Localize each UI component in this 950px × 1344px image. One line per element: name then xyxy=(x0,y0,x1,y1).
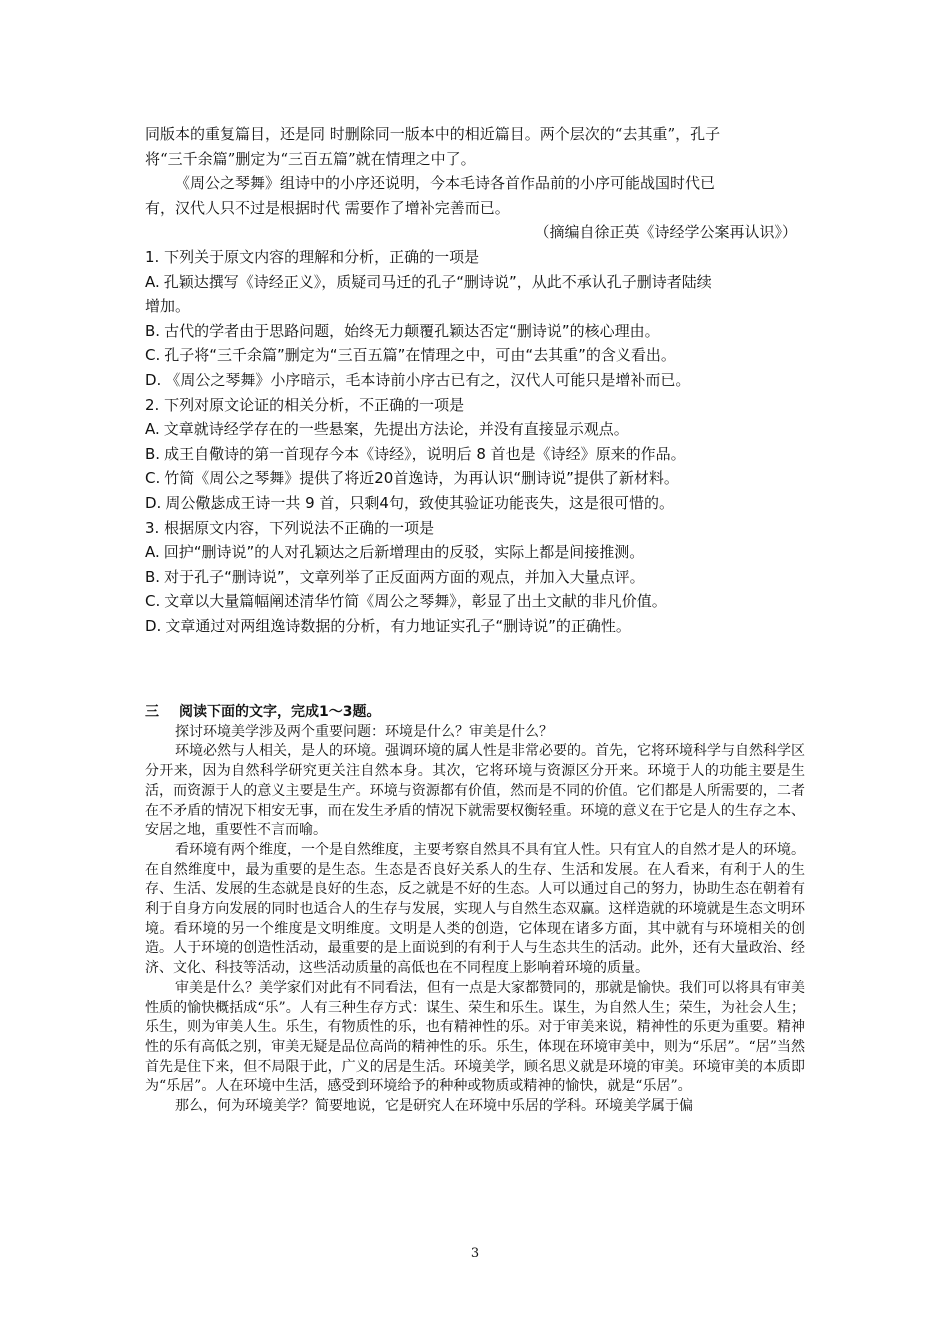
option-text: 竹简《周公之琴舞》提供了将近20首逸诗，为再认识“删诗说”提供了新材料。 xyxy=(164,469,679,488)
section-heading xyxy=(145,703,805,723)
option-a xyxy=(145,270,805,295)
option-text: 文章以大量篇幅阐述清华竹简《周公之琴舞》，彰显了出土文献的非凡价值。 xyxy=(164,592,667,611)
option-b xyxy=(145,442,805,467)
option-text: 文章通过对两组逸诗数据的分析，有力地证实孔子“删诗说”的正确性。 xyxy=(165,616,631,635)
section-number: 三 xyxy=(145,704,159,720)
section-title: 阅读下面的文字，完成1～3题。 xyxy=(179,704,381,720)
option-text: 文章就诗经学存在的一些悬案，先提出方法论，并没有直接显示观点。 xyxy=(163,420,629,439)
option-a xyxy=(145,417,805,442)
option-text: 《周公之琴舞》小序暗示，毛本诗前小序古已有之，汉代人可能只是增补而已。 xyxy=(165,370,691,389)
option-c xyxy=(145,343,805,368)
option-letter: D. xyxy=(145,616,162,635)
option-letter: D. xyxy=(145,493,162,512)
paragraph: 看环境有两个维度，一个是自然维度，主要考察自然具不具有宜人性。只有宜人的自然才是人的环境。在自然维度中，最为重要的是生态。生态是否良好关系人的生存、生活和发展。在人看来，有利于人的生存、生活、发展的生态就是良好的生态，反之就是不好的生态。人可以通过自己的努力，协助生态在朝着有利于自身方向发展的同时也适合人的生存与发展，实现人与自然生态双赢。这样造就的环境就是生态文明环境。看环境的另一个维度是文明维度。文明是人类的创造，它体现在诸多方面，其中就有与环境相关的创造。人于环境的创造性活动，最重要的是上面说到的有利于人与生态共生的活动。此外，还有大量政治、经济、文化、科技等活动，这些活动质量的高低也在不同程度上影响着环境的质量。 xyxy=(145,841,805,977)
option-text: 孔颖达撰写《诗经正义》，质疑司马迁的孔子“删诗说”，从此不承认孔子删诗者陆续 xyxy=(163,272,712,291)
option-letter: A. xyxy=(145,420,160,439)
paragraph: 环境必然与人相关，是人的环境。强调环境的属人性是非常必要的。首先，它将环境科学与自然科学区分开来，因为自然科学研究更关注自然本身。其次，它将环境与资源区分开来。环境于人的功能主要是生活，而资源于人的意义主要是生产。环境与资源都有价值，然而是不同的价值。它们都是人所需要的，二者在不矛盾的情况下相安无事，而在发生矛盾的情况下就需要权衡轻重。环境的意义在于它是人的生存之本、安居之地，重要性不言而喻。 xyxy=(145,743,805,839)
previous-passage-end xyxy=(145,122,805,638)
paragraph: 探讨环境美学涉及两个重要问题：环境是什么？审美是什么？ xyxy=(175,723,553,740)
text-line: 有，汉代人只不过是根据时代 需要作了增补完善而已。 xyxy=(145,198,510,217)
option-d xyxy=(145,368,805,393)
text-line: 《周公之琴舞》组诗中的小序还说明，今本毛诗各首作品前的小序可能战国时代已 xyxy=(175,174,716,193)
question-stem: 1. 下列关于原文内容的理解和分析，正确的一项是 xyxy=(145,247,480,266)
option-letter: C. xyxy=(145,469,161,488)
option-text: 周公儆毖成王诗一共 9 首，只剩4句，致使其验证功能丧失，这是很可惜的。 xyxy=(165,493,674,512)
option-text: 回护“删诗说”的人对孔颖达之后新增理由的反驳，实际上都是间接推测。 xyxy=(163,543,645,562)
section-three xyxy=(145,703,805,1117)
option-letter: B. xyxy=(145,567,161,586)
option-letter: C. xyxy=(145,592,161,611)
option-c xyxy=(145,466,805,491)
question-3 xyxy=(145,516,805,639)
source-citation: （摘编自徐正英《诗经学公案再认识》） xyxy=(534,223,797,242)
option-b xyxy=(145,319,805,344)
option-c xyxy=(145,589,805,614)
option-a xyxy=(145,540,805,565)
option-letter: A. xyxy=(145,272,160,291)
option-text: 成王自儆诗的第一首现存今本《诗经》，说明后 8 首也是《诗经》原来的作品。 xyxy=(164,444,686,463)
page-number: 3 xyxy=(470,1246,480,1261)
option-d xyxy=(145,614,805,639)
option-letter: B. xyxy=(145,444,161,463)
option-a-continued: 增加。 xyxy=(145,297,191,316)
question-stem: 3. 根据原文内容，下列说法不正确的一项是 xyxy=(145,518,435,537)
option-d xyxy=(145,491,805,516)
option-letter: C. xyxy=(145,346,161,365)
paragraph: 那么，何为环境美学？简要地说，它是研究人在环境中乐居的学科。环境美学属于偏 xyxy=(175,1098,693,1115)
option-letter: A. xyxy=(145,543,160,562)
option-text: 古代的学者由于思路问题，始终无力颠覆孔颖达否定“删诗说”的核心理由。 xyxy=(164,321,660,340)
paragraph: 审美是什么？美学家们对此有不同看法，但有一点是大家都赞同的，那就是愉快。我们可以将具有审美性质的愉快概括成“乐”。人有三种生存方式：谋生、荣生和乐生。谋生，为自然人生；荣生，为社会人生；乐生，则为审美人生。乐生，有物质性的乐，也有精神性的乐。对于审美来说，精神性的乐更为重要。精神性的乐有高低之别，审美无疑是品位高尚的精神性的乐。乐生，体现在环境审美中，则为“乐居”。“居”当然首先是住下来，但不局限于此，广义的居是生活。环境美学，顾名思义就是环境的审美。环境审美的本质即为“乐居”。人在环境中生活，感受到环境给予的种种或物质或精神的愉快，就是“乐居”。 xyxy=(145,979,805,1095)
option-text: 对于孔子“删诗说”，文章列举了正反面两方面的观点，并加入大量点评。 xyxy=(164,567,645,586)
text-line: 将“三千余篇”删定为“三百五篇”就在情理之中了。 xyxy=(145,149,476,168)
option-b xyxy=(145,565,805,590)
question-1 xyxy=(145,245,805,393)
question-stem: 2. 下列对原文论证的相关分析，不正确的一项是 xyxy=(145,395,465,414)
option-text: 孔子将“三千余篇”删定为“三百五篇”在情理之中，可由“去其重”的含义看出。 xyxy=(164,346,676,365)
question-2 xyxy=(145,393,805,516)
option-letter: B. xyxy=(145,321,161,340)
option-letter: D. xyxy=(145,370,162,389)
text-line: 同版本的重复篇目，还是同 时删除同一版本中的相近篇目。两个层次的“去其重”，孔子 xyxy=(145,125,721,143)
